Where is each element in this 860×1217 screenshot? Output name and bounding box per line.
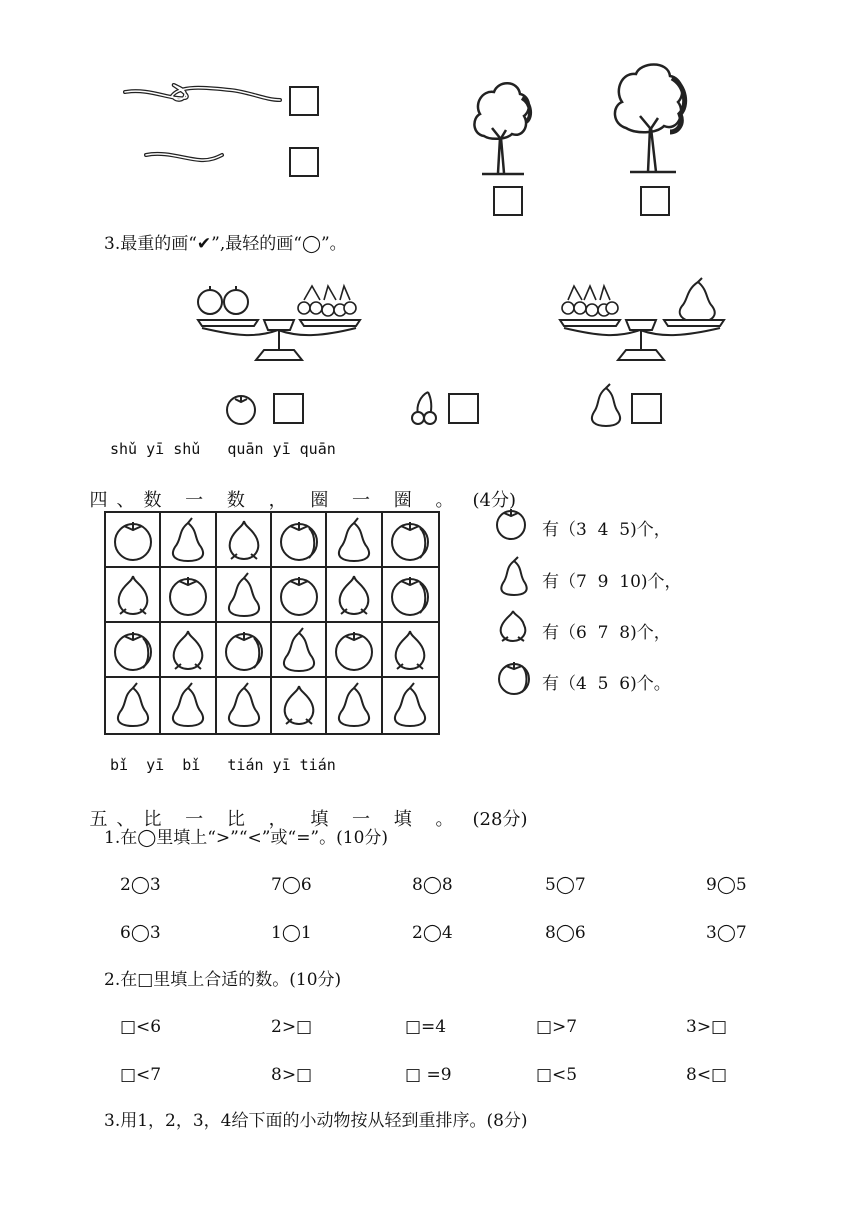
section4-score: (4分) [472,490,517,511]
pear-icon [274,623,324,677]
apple-icon [163,568,213,622]
short-tree-box[interactable] [493,186,523,216]
pear-icon [588,382,624,428]
peach-icon [219,513,269,567]
pear-icon [163,513,213,567]
peach-icon [108,568,158,622]
fruit-grid [104,511,440,735]
compare-item[interactable]: 2◯3 [120,875,161,895]
apple-icon [274,568,324,622]
grid-cell-pear[interactable] [327,513,382,568]
compare-item[interactable]: 8◯8 [412,875,453,895]
fill-item[interactable]: □<5 [536,1065,578,1085]
peach-icon [163,623,213,677]
compare-item[interactable]: 9◯5 [706,875,747,895]
compare-item[interactable]: 1◯1 [271,923,312,943]
pear-box[interactable] [631,393,662,424]
apple-icon [108,513,158,567]
grid-cell-peach[interactable] [383,623,438,678]
q5-1-instruction: 1.在◯里填上“>”“<”或“=”。(10分) [104,828,389,848]
grid-cell-apple[interactable] [161,568,216,623]
q3-instruction: 3.最重的画“✔”,最轻的画“◯”。 [104,234,347,254]
peach-icon [274,678,324,732]
tomato-icon [219,623,269,677]
balance-scale-right [558,276,728,364]
section5-score: (28分) [472,809,528,830]
grid-cell-pear[interactable] [217,568,272,623]
fill-item[interactable]: □ =9 [405,1065,452,1085]
tomato-icon [385,568,435,622]
pear-icon [385,678,435,732]
peach-answer[interactable]: 有（6 7 8)个， [542,623,671,643]
section4-title-text: 四、数 一 数 ， 圈 一 圈 。 [89,490,463,511]
grid-cell-peach[interactable] [217,513,272,568]
grid-cell-pear[interactable] [161,678,216,733]
tall-tree-drawing [612,62,692,178]
section5-pinyin: bǐ yī bǐ tián yī tián [110,756,336,774]
section4-pinyin: shǔ yī shǔ quān yī quān [110,440,336,458]
fill-item[interactable]: 8>□ [271,1065,313,1085]
tomato-icon [274,513,324,567]
grid-cell-tomato[interactable] [383,568,438,623]
compare-item[interactable]: 6◯3 [120,923,161,943]
grid-cell-apple[interactable] [106,513,161,568]
grid-cell-pear[interactable] [106,678,161,733]
peach-icon [329,568,379,622]
tomato-icon [385,513,435,567]
q5-2-instruction: 2.在□里填上合适的数。(10分) [104,970,342,990]
short-rope-box[interactable] [289,147,319,177]
legend-apple-icon [494,505,528,541]
section5-title-text: 五、比 一 比 ， 填 一 填 。 [89,809,463,830]
grid-cell-pear[interactable] [217,678,272,733]
fill-item[interactable]: □<7 [120,1065,162,1085]
fill-item[interactable]: 2>□ [271,1017,313,1037]
short-tree-drawing [468,78,538,178]
section5-title [60,784,527,831]
grid-cell-tomato[interactable] [106,623,161,678]
compare-item[interactable]: 8◯6 [545,923,586,943]
section4-title [60,465,516,512]
pear-answer[interactable]: 有（7 9 10)个， [542,572,682,592]
long-rope-box[interactable] [289,86,319,116]
pear-icon [219,568,269,622]
fill-item[interactable]: □=4 [405,1017,447,1037]
pear-icon [219,678,269,732]
grid-cell-apple[interactable] [272,568,327,623]
grid-cell-peach[interactable] [272,678,327,733]
long-rope-drawing [120,80,290,120]
q5-3-instruction: 3.用1，2，3，4给下面的小动物按从轻到重排序。(8分) [104,1111,528,1131]
short-rope-drawing [140,145,230,175]
grid-cell-tomato[interactable] [383,513,438,568]
grid-cell-pear[interactable] [383,678,438,733]
grid-cell-pear[interactable] [161,513,216,568]
grid-cell-pear[interactable] [327,678,382,733]
pear-icon [329,678,379,732]
fill-item[interactable]: □<6 [120,1017,162,1037]
grid-cell-peach[interactable] [327,568,382,623]
grid-cell-peach[interactable] [161,623,216,678]
grid-cell-pear[interactable] [272,623,327,678]
compare-item[interactable]: 7◯6 [271,875,312,895]
balance-scale-left [196,280,366,364]
cherry-icon [408,388,442,426]
pear-icon [108,678,158,732]
compare-item[interactable]: 5◯7 [545,875,586,895]
legend-pear-icon [498,555,530,597]
tomato-icon [224,392,258,426]
tall-tree-box[interactable] [640,186,670,216]
compare-item[interactable]: 2◯4 [412,923,453,943]
grid-cell-tomato[interactable] [217,623,272,678]
fill-item[interactable]: 3>□ [686,1017,728,1037]
pear-icon [329,513,379,567]
grid-cell-apple[interactable] [327,623,382,678]
cherry-box[interactable] [448,393,479,424]
tomato-icon [108,623,158,677]
apple-icon [329,623,379,677]
compare-item[interactable]: 3◯7 [706,923,747,943]
tomato-box[interactable] [273,393,304,424]
fill-item[interactable]: □>7 [536,1017,578,1037]
grid-cell-tomato[interactable] [272,513,327,568]
apple-answer[interactable]: 有（3 4 5)个， [542,520,671,540]
legend-tomato-icon [496,658,532,696]
fill-item[interactable]: 8<□ [686,1065,728,1085]
peach-icon [385,623,435,677]
tomato-answer[interactable]: 有（4 5 6)个。 [542,674,671,694]
legend-peach-icon [496,607,530,645]
pear-icon [163,678,213,732]
grid-cell-peach[interactable] [106,568,161,623]
